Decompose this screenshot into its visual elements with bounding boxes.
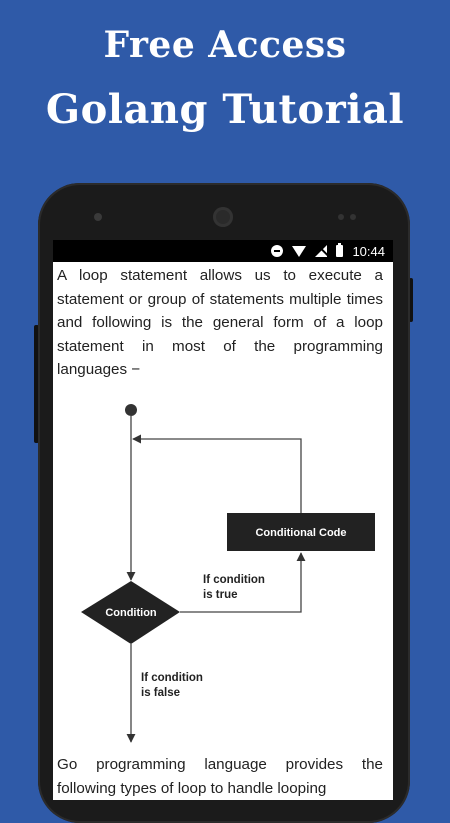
- loop-flowchart: [53, 385, 393, 755]
- start-node: [125, 404, 137, 416]
- promo-title-line1: Free Access: [103, 24, 347, 66]
- condition-label: Condition: [105, 607, 157, 619]
- flow-arrow-loop-back: [133, 439, 301, 513]
- phone-frame: [38, 183, 410, 823]
- status-time: 10:44: [352, 243, 385, 259]
- article-outro-paragraph: Go programming language provides the following types of loop to handle looping: [57, 756, 383, 797]
- article-intro-paragraph: A loop statement allows us to execute a statement or group of statements multiple times and following is the general form of a loop statement in most of the programming languages −: [57, 267, 383, 378]
- phone-screen: [53, 240, 393, 800]
- true-label-line2: is true: [203, 589, 238, 601]
- true-label-line1: If condition: [203, 574, 265, 586]
- phone-sensors: [338, 214, 356, 220]
- conditional-code-label: Conditional Code: [255, 527, 347, 539]
- front-camera-icon: [94, 213, 102, 221]
- no-signal-icon: [315, 245, 327, 257]
- status-bar: [53, 240, 393, 262]
- promo-title-line2: Golang Tutorial: [45, 86, 405, 133]
- earpiece-speaker: [213, 207, 233, 227]
- do-not-disturb-icon: [271, 245, 283, 257]
- battery-icon: [336, 245, 343, 257]
- false-label-line2: is false: [141, 687, 180, 699]
- false-label-line1: If condition: [141, 672, 203, 684]
- wifi-icon: [292, 246, 306, 257]
